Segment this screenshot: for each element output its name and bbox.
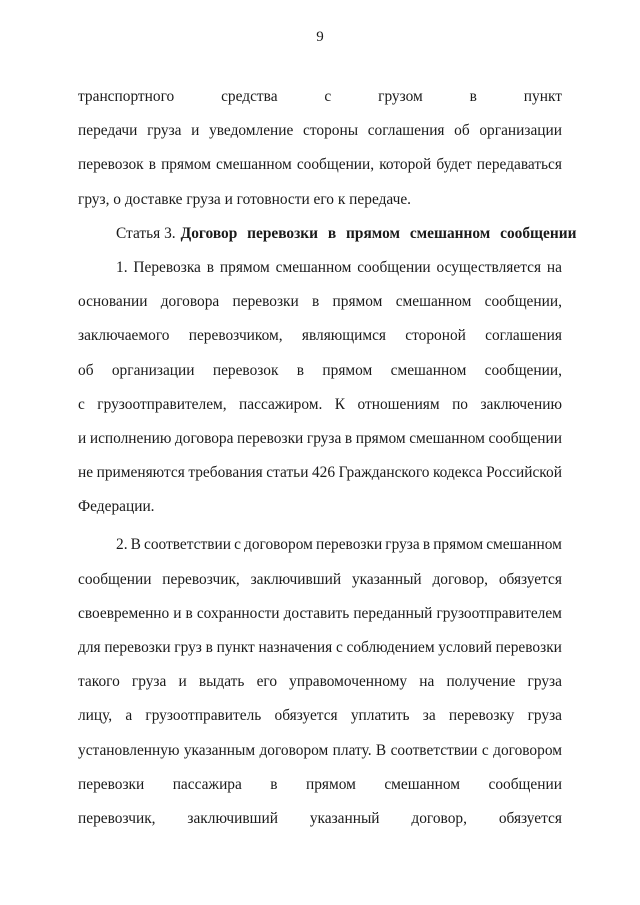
word: перевозчик, [78,809,156,827]
word: передачи [78,122,138,140]
text-line [78,285,562,319]
word: основании [78,293,148,311]
word: и [178,673,187,691]
word: передаваться [476,156,562,174]
word: уведомление [209,122,294,140]
article-heading [78,217,577,251]
word: сообщении, [484,293,562,311]
word: сообщении [78,570,152,588]
word: на [419,673,435,691]
word: в [296,361,305,379]
word: соответствии [144,536,231,554]
word: груза [527,707,562,725]
word: отношениям [357,395,440,413]
word: такого [78,673,120,691]
word: лицу, [78,707,113,725]
word: смешанном [395,293,472,311]
word: договором [259,741,329,759]
word: грузоотправителем, [97,395,227,413]
text-line [78,631,562,665]
word: договор, [411,809,467,827]
word: сообщении, [296,156,375,174]
word: перевозки [104,639,171,656]
word: прямом [161,156,211,174]
word: указанный [351,570,422,588]
word: кодекса [432,464,483,482]
article-number: Статья 3. [116,224,176,242]
word: прямом [433,536,484,554]
text-line [78,734,562,768]
word: груза [385,536,420,554]
word: перевозки [495,639,562,656]
text-line: груз, о доставке груза и готовности его к передаче. [78,190,412,208]
word: по [452,395,468,413]
word: доставить [283,604,350,622]
word: исполнению [89,429,172,447]
word: статьи [266,464,309,482]
word: соответствии [390,741,478,759]
word: за [422,707,436,725]
text-line [78,422,562,456]
word: с [234,536,241,554]
word: Российской [486,464,562,482]
word: перевозки [232,293,299,311]
word: об [454,122,470,140]
word: не [78,464,94,482]
word: груза [131,673,167,691]
text-line [78,699,562,733]
word: выдать [198,673,245,691]
word: получение [446,673,516,691]
word: заключаемого [78,327,170,345]
word: стороны [303,122,359,140]
text-line [78,354,562,388]
word: для [78,639,101,656]
word: являющимся [301,327,387,345]
word: пассажиром. [239,395,323,413]
word: указанным [183,741,256,759]
word: договором [493,741,562,759]
word: перевозок [78,156,144,174]
word: перевозок [212,361,279,379]
word: с [324,88,332,105]
text-line [78,388,562,422]
word: установленную [78,741,180,759]
word: перевозчиком, [188,327,283,345]
word: которой [379,156,432,174]
word: прямом [332,293,383,311]
word: заключивший [250,570,342,588]
word: применяются [96,464,185,482]
word: смешанном [390,361,467,379]
word: а [125,707,133,725]
word: сообщении, [484,361,562,379]
word: в [148,156,156,174]
word: прямом [355,429,406,447]
word: стороной [405,327,466,345]
text-line [78,80,562,114]
word: 2. [116,536,128,554]
text-line [78,768,562,802]
word: на [546,258,562,276]
word: сохранности [196,604,280,622]
word: пассажира [172,775,242,793]
word: в [422,536,431,554]
word: перевозки [78,775,145,793]
word: груз [174,639,202,656]
word: 426 [311,464,336,482]
word: и [78,429,87,447]
word: заключению [480,395,562,413]
word: его [256,673,278,691]
word: сообщении [488,775,562,793]
word: в [344,429,353,447]
word: прямом [322,361,373,379]
word: обязуется [498,570,562,588]
text-line [78,251,562,285]
word: организации [111,361,195,379]
word: обязуется [274,707,338,725]
text-line [78,148,562,182]
word: в [185,604,193,622]
word: требования [188,464,263,482]
word: плату. [332,741,372,759]
word: пункт [216,639,255,656]
text-line [78,802,562,836]
word: грузом [378,88,423,105]
word: транспортного [78,88,175,105]
word: перевозчик, [162,570,240,588]
word: назначения [258,639,333,656]
word: 1. [116,258,128,276]
word: соблюдением [346,639,435,656]
text-line: Федерации. [78,498,155,516]
page-number: 9 [316,29,324,45]
word: сообщении [357,258,431,276]
word: В [375,741,387,759]
word: средства [221,88,278,105]
word: с [78,395,85,413]
word: прямом [306,775,356,793]
word: соглашения [367,122,445,140]
word: Перевозка [133,258,201,276]
word: перевозку [448,707,515,725]
word: договор, [432,570,489,588]
text-line [78,528,562,562]
word: смешанном [486,536,562,554]
word: груза [306,429,342,447]
word: смешанном [384,775,461,793]
word: в [206,258,215,276]
article-title: Договор перевозки в прямом смешанном сообщении [180,224,577,242]
word: в [312,293,320,311]
word: управомоченному [289,673,408,691]
word: переданный [353,604,433,622]
word: перевозки [315,536,383,554]
word: уплатить [350,707,410,725]
word: грузоотправителем [436,604,562,622]
text-line [78,665,562,699]
word: сообщении [488,429,562,447]
word: и [173,604,182,622]
word: и [191,122,200,140]
text-line [78,319,562,353]
word: Гражданского [338,464,430,482]
word: своевременно [78,604,170,622]
word: прямом [219,258,270,276]
word: с [335,639,343,656]
word: В [130,536,141,554]
word: заключивший [187,809,278,827]
word: осуществляется [436,258,542,276]
word: организации [479,122,562,140]
word: перевозки [237,429,304,447]
word: договора [160,293,220,311]
word: договором [244,536,313,554]
word: смешанном [216,156,292,174]
word: груза [527,673,562,691]
word: пункт [523,88,562,105]
text-line [78,114,562,148]
word: договора [174,429,234,447]
word: с [481,741,489,759]
text-line [78,456,562,490]
word: указанный [309,809,380,827]
word: в [205,639,213,656]
word: об [78,361,94,379]
body-text [78,80,577,836]
word: условий [438,639,492,656]
word: груза [147,122,182,140]
word: смешанном [275,258,352,276]
text-line [78,597,562,631]
word: в [469,88,477,105]
word: К [334,395,346,413]
word: смешанном [409,429,485,447]
word: соглашения [485,327,562,345]
word: обязуется [498,809,562,827]
word: в [270,775,278,793]
word: будет [436,156,472,174]
text-line [78,563,562,597]
word: грузоотправитель [145,707,262,725]
